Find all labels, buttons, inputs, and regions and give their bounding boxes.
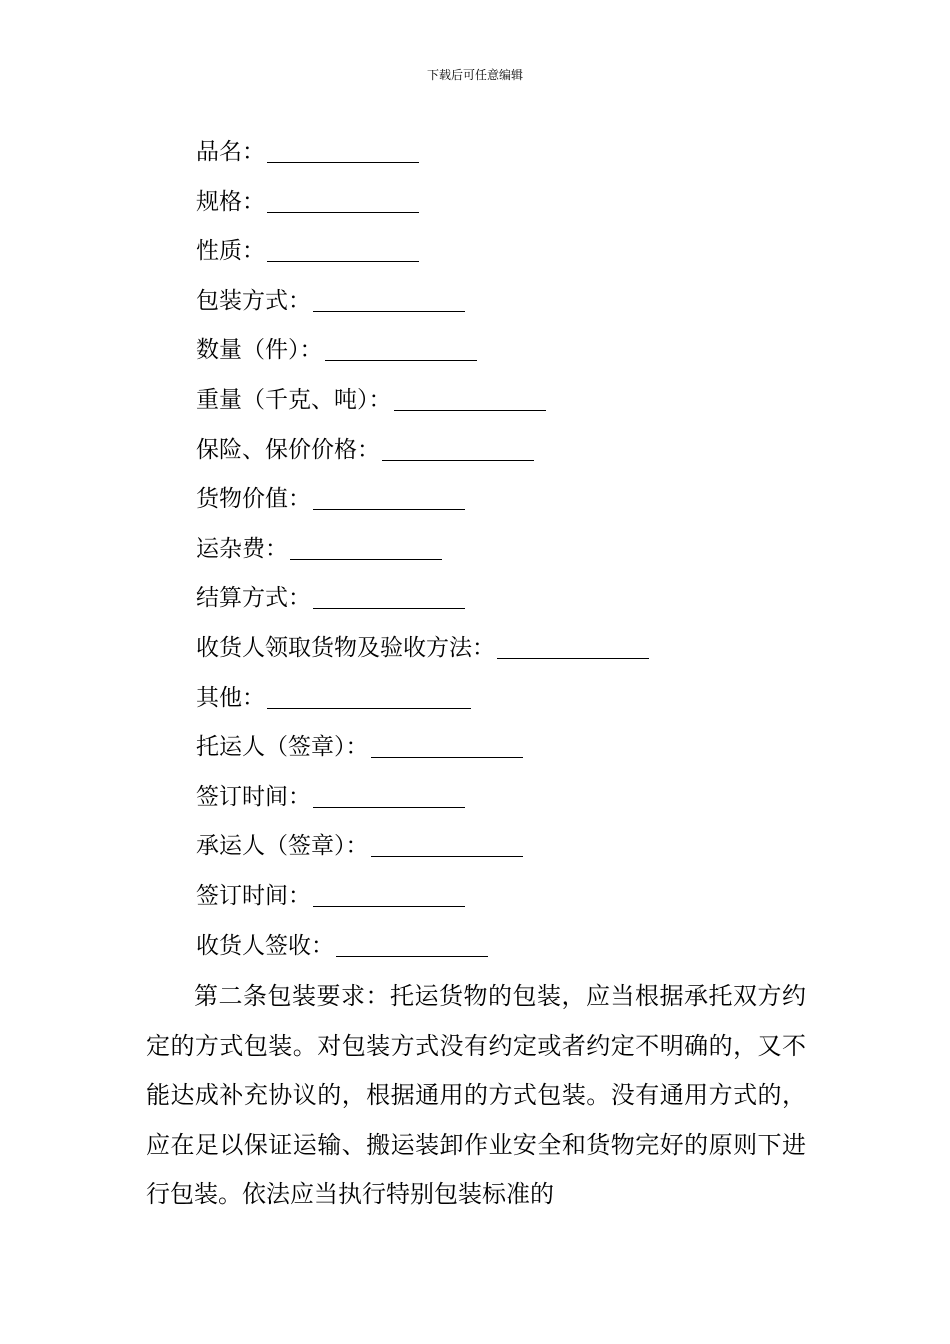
field-blank[interactable]	[336, 926, 488, 957]
form-field	[196, 628, 649, 678]
field-blank[interactable]	[325, 330, 477, 361]
form-field	[196, 132, 649, 182]
field-blank[interactable]	[313, 479, 465, 510]
field-label: 签订时间：	[196, 783, 311, 810]
field-blank[interactable]	[382, 430, 534, 461]
form-field	[196, 182, 649, 232]
field-blank[interactable]	[267, 678, 471, 709]
form-field	[196, 231, 649, 281]
field-blank[interactable]	[497, 628, 649, 659]
form-fields	[196, 132, 649, 975]
field-blank[interactable]	[394, 380, 546, 411]
field-blank[interactable]	[371, 727, 523, 758]
form-field	[196, 727, 649, 777]
field-label: 承运人（签章）：	[196, 833, 369, 860]
form-field	[196, 330, 649, 380]
page-header: 下载后可任意编辑	[426, 68, 523, 82]
field-label: 性质：	[196, 238, 265, 265]
form-field	[196, 578, 649, 628]
form-field	[196, 430, 649, 480]
form-field	[196, 678, 649, 728]
form-field	[196, 281, 649, 331]
field-blank[interactable]	[267, 132, 419, 163]
field-label: 其他：	[196, 684, 265, 711]
field-label: 签订时间：	[196, 882, 311, 909]
form-field	[196, 529, 649, 579]
field-blank[interactable]	[313, 777, 465, 808]
form-field	[196, 926, 649, 976]
field-blank[interactable]	[313, 876, 465, 907]
field-blank[interactable]	[267, 231, 419, 262]
field-label: 运杂费：	[196, 535, 288, 562]
field-label: 包装方式：	[196, 287, 311, 314]
form-field	[196, 777, 649, 827]
field-label: 规格：	[196, 188, 265, 215]
field-label: 收货人领取货物及验收方法：	[196, 634, 495, 661]
field-blank[interactable]	[267, 182, 419, 213]
form-field	[196, 826, 649, 876]
field-label: 货物价值：	[196, 486, 311, 513]
field-label: 收货人签收：	[196, 932, 334, 959]
field-label: 重量（千克、吨）：	[196, 386, 392, 413]
field-label: 数量（件）：	[196, 337, 323, 364]
field-blank[interactable]	[313, 578, 465, 609]
field-label: 品名：	[196, 139, 265, 165]
field-blank[interactable]	[290, 529, 442, 560]
form-field	[196, 479, 649, 529]
article-paragraph: 第二条包装要求：托运货物的包装，应当根据承托双方约定的方式包装。对包装方式没有约定或者约定不明确的，又不能达成补充协议的，根据通用的方式包装。没有通用方式的，应在足以保证运输、搬运装卸作业安全和货物完好的原则下进行包装。依法应当执行特别包装标准的	[146, 982, 806, 1209]
field-blank[interactable]	[313, 281, 465, 312]
form-field	[196, 380, 649, 430]
field-label: 托运人（签章）：	[196, 734, 369, 761]
form-field	[196, 876, 649, 926]
field-blank[interactable]	[371, 826, 523, 857]
field-label: 结算方式：	[196, 585, 311, 612]
field-label: 保险、保价价格：	[196, 436, 380, 463]
